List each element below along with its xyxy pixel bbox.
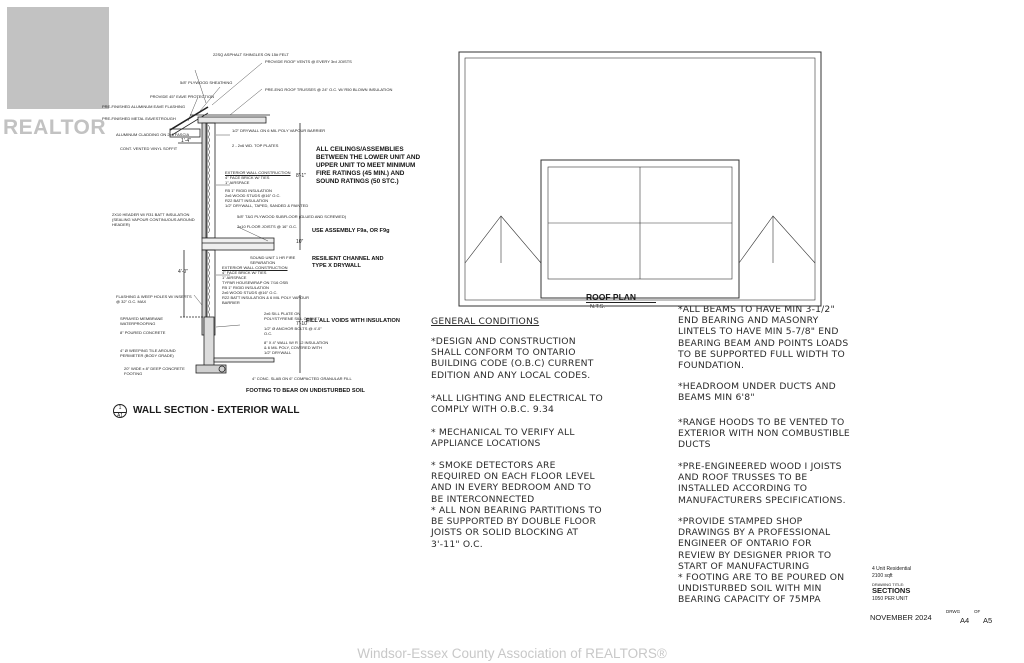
label-lower-studs: 2x6 WOOD STUDS @16" O.C. <box>222 290 278 295</box>
wall-section-title: WALL SECTION - EXTERIOR WALL <box>133 405 300 416</box>
label-eave-protection: PROVIDE 45° EAVE PROTECTION <box>150 94 214 99</box>
label-lower-wall-heading: EXTERIOR WALL CONSTRUCTION <box>222 265 288 270</box>
label-upper-drywall: 1/2" DRYWALL, TAPED, SANDED & PAINTED <box>225 203 309 208</box>
label-lower-batt: R22 BATT INSULATION & 6 MIL POLY VAPOUR BARRIER <box>222 295 309 305</box>
label-poured-concrete: 8" POURED CONCRETE <box>120 330 166 335</box>
label-upper-brick: 4" FACE BRICK W/ TIES <box>225 175 270 180</box>
fill-voids-note: FILL ALL VOIDS WITH INSULATION <box>306 318 400 324</box>
condition-item: *RANGE HOODS TO BE VENTED TO EXTERIOR WITH NON COMBUSTIBLE DUCTS <box>678 417 850 451</box>
label-eavestrough: PRE-FINISHED METAL EAVESTROUGH <box>102 116 176 121</box>
label-header: 2X10 HEADER W/ R31 BATT INSULATION (SEALING VAPOUR CONTINUOUS AROUND HEADER) <box>112 212 195 227</box>
upper-wall-insulation <box>208 125 210 233</box>
floor-assembly <box>202 238 274 250</box>
condition-item: * MECHANICAL TO VERIFY ALL APPLIANCE LOCATIONS <box>431 427 575 450</box>
dim-floor-depth: 10" <box>296 239 304 245</box>
condition-item: *HEADROOM UNDER DUCTS AND BEAMS MIN 6'8" <box>678 381 836 404</box>
dim-lower-height: 4'-0" <box>178 269 188 275</box>
title-block-sheet: A4 <box>960 616 970 625</box>
label-drywall-ceiling: 1/2" DRYWALL ON 6 MIL POLY VAPOUR BARRIER <box>232 128 326 133</box>
dim-overhang: 1'-4" <box>181 138 191 144</box>
detail-marker <box>113 404 127 418</box>
condition-item: *PROVIDE STAMPED SHOP DRAWINGS BY A PROFESSIONAL ENGINEER OF ONTARIO FOR REVIEW BY DESIGNER PRIOR TO START OF MANUFACTURING <box>678 516 832 572</box>
label-lower-typar: TYPAR HOUSEWRAP ON 7/16 OSB <box>222 280 288 285</box>
title-block-area: 2100 sqft <box>872 573 893 579</box>
footer-watermark: Windsor-Essex County Association of REALTORS® <box>357 646 667 661</box>
condition-item: *DESIGN AND CONSTRUCTION SHALL CONFORM TO ONTARIO BUILDING CODE (O.B.C) CURRENT EDITION AND ANY LOCAL CODES. <box>431 336 594 381</box>
realtor-logo-mark <box>7 7 109 109</box>
label-slab: 4" CONC. SLAB ON 6" COMPACTED GRANULAR FILL <box>252 376 352 381</box>
realtor-logo <box>0 0 116 142</box>
label-upper-wall-heading: EXTERIOR WALL CONSTRUCTION <box>225 170 291 175</box>
label-sheathing: 5/8" PLYWOOD SHEATHING <box>180 80 233 85</box>
title-block-of-label: OF <box>974 609 981 614</box>
label-lower-airspace: 1" AIRSPACE <box>222 275 247 280</box>
title-block-drawing-title: SECTIONS <box>872 586 911 595</box>
label-footing: 20" WIDE x 8" DEEP CONCRETE FOOTING <box>124 366 185 376</box>
title-block-date: NOVEMBER 2024 <box>870 613 932 622</box>
label-upper-studs: 2x6 WOOD STUDS @16" O.C. <box>225 193 281 198</box>
leader-line <box>200 87 220 111</box>
condition-item: * ALL NON BEARING PARTITIONS TO BE SUPPORTED BY DOUBLE FLOOR JOISTS OR SOLID BLOCKING AT 3'-11" O.C. <box>431 505 602 550</box>
detail-marker-sheet: A1 <box>114 412 126 420</box>
title-block-project: 4 Unit Residential <box>872 566 912 572</box>
assembly-note: USE ASSEMBLY F9a, OR F9g <box>312 228 390 234</box>
label-subfloor: 5/8" T&G PLYWOOD SUBFLOOR (GLUED AND SCREWED) <box>237 214 347 219</box>
roof-dormer-left <box>465 216 541 263</box>
label-lower-brick: 4" FACE BRICK W/ TIES <box>222 270 267 275</box>
label-upper-batt: R22 BATT INSULATION <box>225 198 269 203</box>
leader-line <box>188 97 198 121</box>
label-weeping-tile: 4" Ø WEEPING TILE AROUND PERIMETER (BODY GRADE) <box>120 348 176 358</box>
label-cladding: ALUMINUM CLADDING ON 2x6 FASCIA <box>116 132 190 137</box>
basement-slab <box>214 358 274 362</box>
realtor-logo-text: REALTOR <box>3 116 107 139</box>
footing-bearing-note: FOOTING TO BEAR ON UNDISTURBED SOIL <box>246 388 365 394</box>
label-upper-airspace: 1" AIRSPACE <box>225 180 250 185</box>
label-eave-flashing: PRE-FINISHED ALUMINUM EAVE FLASHING <box>102 104 186 109</box>
label-upper-rigid: R5 1" RIGID INSULATION <box>225 188 272 193</box>
condition-item: *PRE-ENGINEERED WOOD I JOISTS AND ROOF TRUSSES TO BE INSTALLED ACCORDING TO MANUFACTURERS SPECIFICATIONS. <box>678 461 846 506</box>
title-block-subtitle: 1050 PER UNIT <box>872 596 908 602</box>
resilient-channel-note: RESILIENT CHANNEL AND TYPE X DRYWALL <box>312 256 384 269</box>
leader-line <box>216 325 240 327</box>
ceiling-fire-rating-note: ALL CEILINGS/ASSEMBLIES BETWEEN THE LOWER UNIT AND UPPER UNIT TO MEET MINIMUM FIRE RATINGS (45 MIN.) AND SOUND RATINGS (50 STC.) <box>316 146 421 185</box>
leader-line <box>230 89 262 115</box>
label-flashing: FLASHING & WEEP HOLES W/ INSERTS @ 32" O.C. MAX <box>116 294 192 304</box>
roof-dormer-right <box>739 216 815 263</box>
general-conditions-heading: GENERAL CONDITIONS <box>431 316 540 327</box>
foundation-wall <box>204 317 214 367</box>
title-block-drawing-title-label: DRAWING TITLE: <box>872 582 905 587</box>
label-top-plates: 2 - 2x6 WD. TOP PLATES <box>232 143 279 148</box>
label-basement-wall: 8" X 4" WALL W/ R 12 INSULATION & 6 MIL POLY, COVERED WITH 1/2" DRYWALL <box>264 340 329 355</box>
condition-item: * FOOTING ARE TO BE POURED ON UNDISTURBED SOIL WITH MIN BEARING CAPACITY OF 75MPA <box>678 572 845 606</box>
label-waterproofing: SPRAYED MEMBRANE WATERPROOFING <box>120 316 164 326</box>
condition-item: *ALL LIGHTING AND ELECTRICAL TO COMPLY WITH O.B.C. 9.34 <box>431 393 603 416</box>
label-roof-vents: PROVIDE ROOF VENTS @ EVERY 3rd JOISTS <box>265 59 352 64</box>
condition-item: * SMOKE DETECTORS ARE REQUIRED ON EACH FLOOR LEVEL AND IN EVERY BEDROOM AND TO BE INTERCONNECTED <box>431 460 595 505</box>
upper-wall-brick <box>202 123 206 238</box>
roof-plan-drawing <box>455 48 825 310</box>
roof-plan-scale: N.T.S. <box>590 304 605 310</box>
dim-basement-height: 7'-10" <box>296 321 309 327</box>
roof-plan-title: ROOF PLAN <box>586 292 656 303</box>
label-sound-unit: SOUND UNIT 1 HR FIRE SEPARATION <box>250 255 296 265</box>
label-soffit: CONT. VENTED VINYL SOFFIT <box>120 146 178 151</box>
label-anchor-bolts: 1/2" Ø ANCHOR BOLTS @ 4'-0" O.C. <box>264 326 322 336</box>
label-lower-rigid: R5 1" RIGID INSULATION <box>222 285 269 290</box>
condition-item: *ALL BEAMS TO HAVE MIN 3-1/2" END BEARING AND MASONRY LINTELS TO HAVE MIN 5-7/8" END BEARING BEAM AND POINTS LOADS TO BE SUPPORTED FULL WIDTH TO FOUNDATION. <box>678 304 849 372</box>
title-block-drwg-label: DRWG <box>946 609 961 614</box>
title-block-total: A5 <box>983 616 993 625</box>
dim-upper-height: 8'-1" <box>296 173 306 179</box>
label-sill-plate: 2x6 SILL PLATE ON POLYSTYRENE SILL GASKET <box>264 311 320 321</box>
label-joists: 2x10 FLOOR JOISTS @ 16" O.C. <box>237 224 298 229</box>
top-plate <box>198 117 266 123</box>
label-trusses: PRE-ENG ROOF TRUSSES @ 24" O.C. W/ R50 BLOWN INSULATION <box>265 87 393 92</box>
label-shingles: 22SQ ASPHALT SHINGLES ON 15# FELT <box>213 52 289 57</box>
detail-marker-number: 1 <box>118 405 122 411</box>
leader-line <box>194 295 202 305</box>
